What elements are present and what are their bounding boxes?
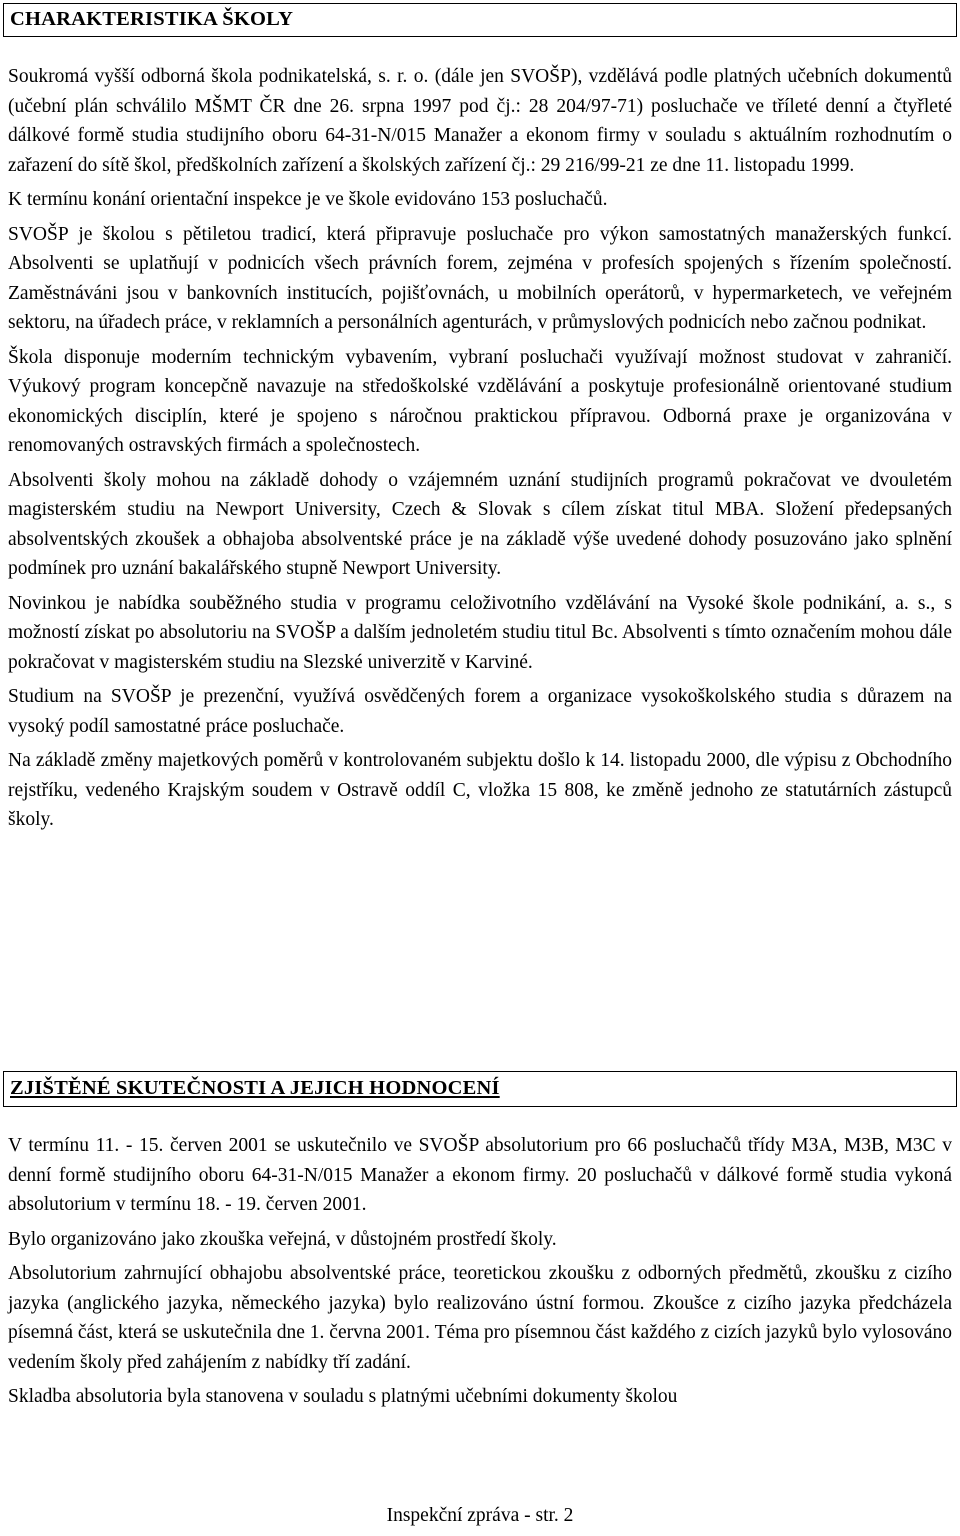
section-heading-characteristics: CHARAKTERISTIKA ŠKOLY <box>10 8 294 30</box>
paragraph: Skladba absolutoria byla stanovena v souladu s platnými učebními dokumenty školou <box>8 1386 678 1407</box>
section-heading-box <box>3 1071 957 1107</box>
paragraph: K termínu konání orientační inspekce je ve škole evidováno 153 posluchačů. <box>8 189 608 210</box>
paragraph: V termínu 11. - 15. červen 2001 se uskutečnilo ve SVOŠP absolutorium pro 66 posluchačů třídy M3A, M3B, M3C v denní formě studijního oboru 64-31-N/015 Manažer a ekonom firmy. 20 posluchačů v dálkové formě studia vykoná absolutorium v termínu 18. - 19. červen 2001. <box>8 1135 952 1215</box>
section-body-characteristics <box>8 62 952 840</box>
section-heading-findings: ZJIŠTĚNÉ SKUTEČNOSTI A JEJICH HODNOCENÍ <box>10 1077 500 1099</box>
paragraph: Soukromá vyšší odborná škola podnikatelská, s. r. o. (dále jen SVOŠP), vzdělává podle platných učebních dokumentů (učební plán schválilo MŠMT ČR dne 26. srpna 1997 pod čj.: 28 204/97-71) posluchače ve tříleté denní a čtyřleté dálkové formě studia studijního oboru 64-31-N/015 Manažer a ekonom firmy v souladu s aktuálním rozhodnutím o zařazení do sítě škol, předškolních zařízení a školských zařízení čj.: 29 216/99-21 ze dne 11. listopadu 1999. <box>8 66 952 176</box>
paragraph: Absolventi školy mohou na základě dohody o vzájemném uznání studijních programů pokračovat ve dvouletém magisterském studiu na Newport University, Czech & Slovak s cílem získat titul MBA. Složení předepsaných absolventských zkoušek a obhajoba absolventské práce je na základě výše uvedené dohody posuzováno jako splnění podmínek pro uznání bakalářského stupně Newport University. <box>8 469 952 579</box>
section-body-findings <box>8 1131 952 1417</box>
section-heading-box <box>3 3 957 37</box>
page-footer: Inspekční zpráva - str. 2 <box>386 1505 574 1526</box>
paragraph: Bylo organizováno jako zkouška veřejná, v důstojném prostředí školy. <box>8 1228 557 1250</box>
paragraph: SVOŠP je školou s pětiletou tradicí, která připravuje posluchače pro výkon samostatných manažerských funkcí. Absolventi se uplatňují v podnicích všech právních forem, zejména v profesích spojených s řízením společností. Zaměstnáváni jsou v bankovních institucích, pojišťovnách, u mobilních operátorů, v hypermarketech, ve veřejném sektoru, na úřadech práce, v reklamních a personálních agenturách, v průmyslových podnicích nebo začnou podnikat. <box>8 223 952 333</box>
paragraph: Na základě změny majetkových poměrů v kontrolovaném subjektu došlo k 14. listopadu 2000, dle výpisu z Obchodního rejstříku, vedeného Krajským soudem v Ostravě oddíl C, vložka 15 808, ke změně jednoho ze statutárních zástupců školy. <box>8 750 952 830</box>
paragraph: Novinkou je nabídka souběžného studia v programu celoživotního vzdělávání na Vysoké škole podnikání, a. s., s možností získat po absolutoriu na SVOŠP a dalším jednoletém studiu titul Bc. Absolventi s tímto označením mohou dále pokračovat v magisterském studiu na Slezské univerzitě v Karviné. <box>8 592 952 673</box>
paragraph: Škola disponuje moderním technickým vybavením, vybraní posluchači využívají možnost studovat v zahraničí. Výukový program koncepčně navazuje na středoškolské vzdělávání a poskytuje profesionálně orientované studium ekonomických disciplín, které je spojeno s náročnou praktickou přípravou. Odborná praxe je organizována v renomovaných ostravských firmách a společnostech. <box>8 346 952 456</box>
paragraph: Absolutorium zahrnující obhajobu absolventské práce, teoretickou zkoušku z odborných předmětů, zkoušku z cizího jazyka (anglického jazyka, německého jazyka) bylo realizováno ústní formou. Zkoušce z cizího jazyka předcházela písemná část, která se uskutečnila dne 1. června 2001. Téma pro písemnou část každého z cizích jazyků bylo vylosováno vedením školy před zahájením z nabídky tří zadání. <box>8 1263 952 1373</box>
paragraph: Studium na SVOŠP je prezenční, využívá osvědčených forem a organizace vysokoškolského studia s důrazem na vysoký podíl samostatné práce posluchače. <box>8 686 952 737</box>
